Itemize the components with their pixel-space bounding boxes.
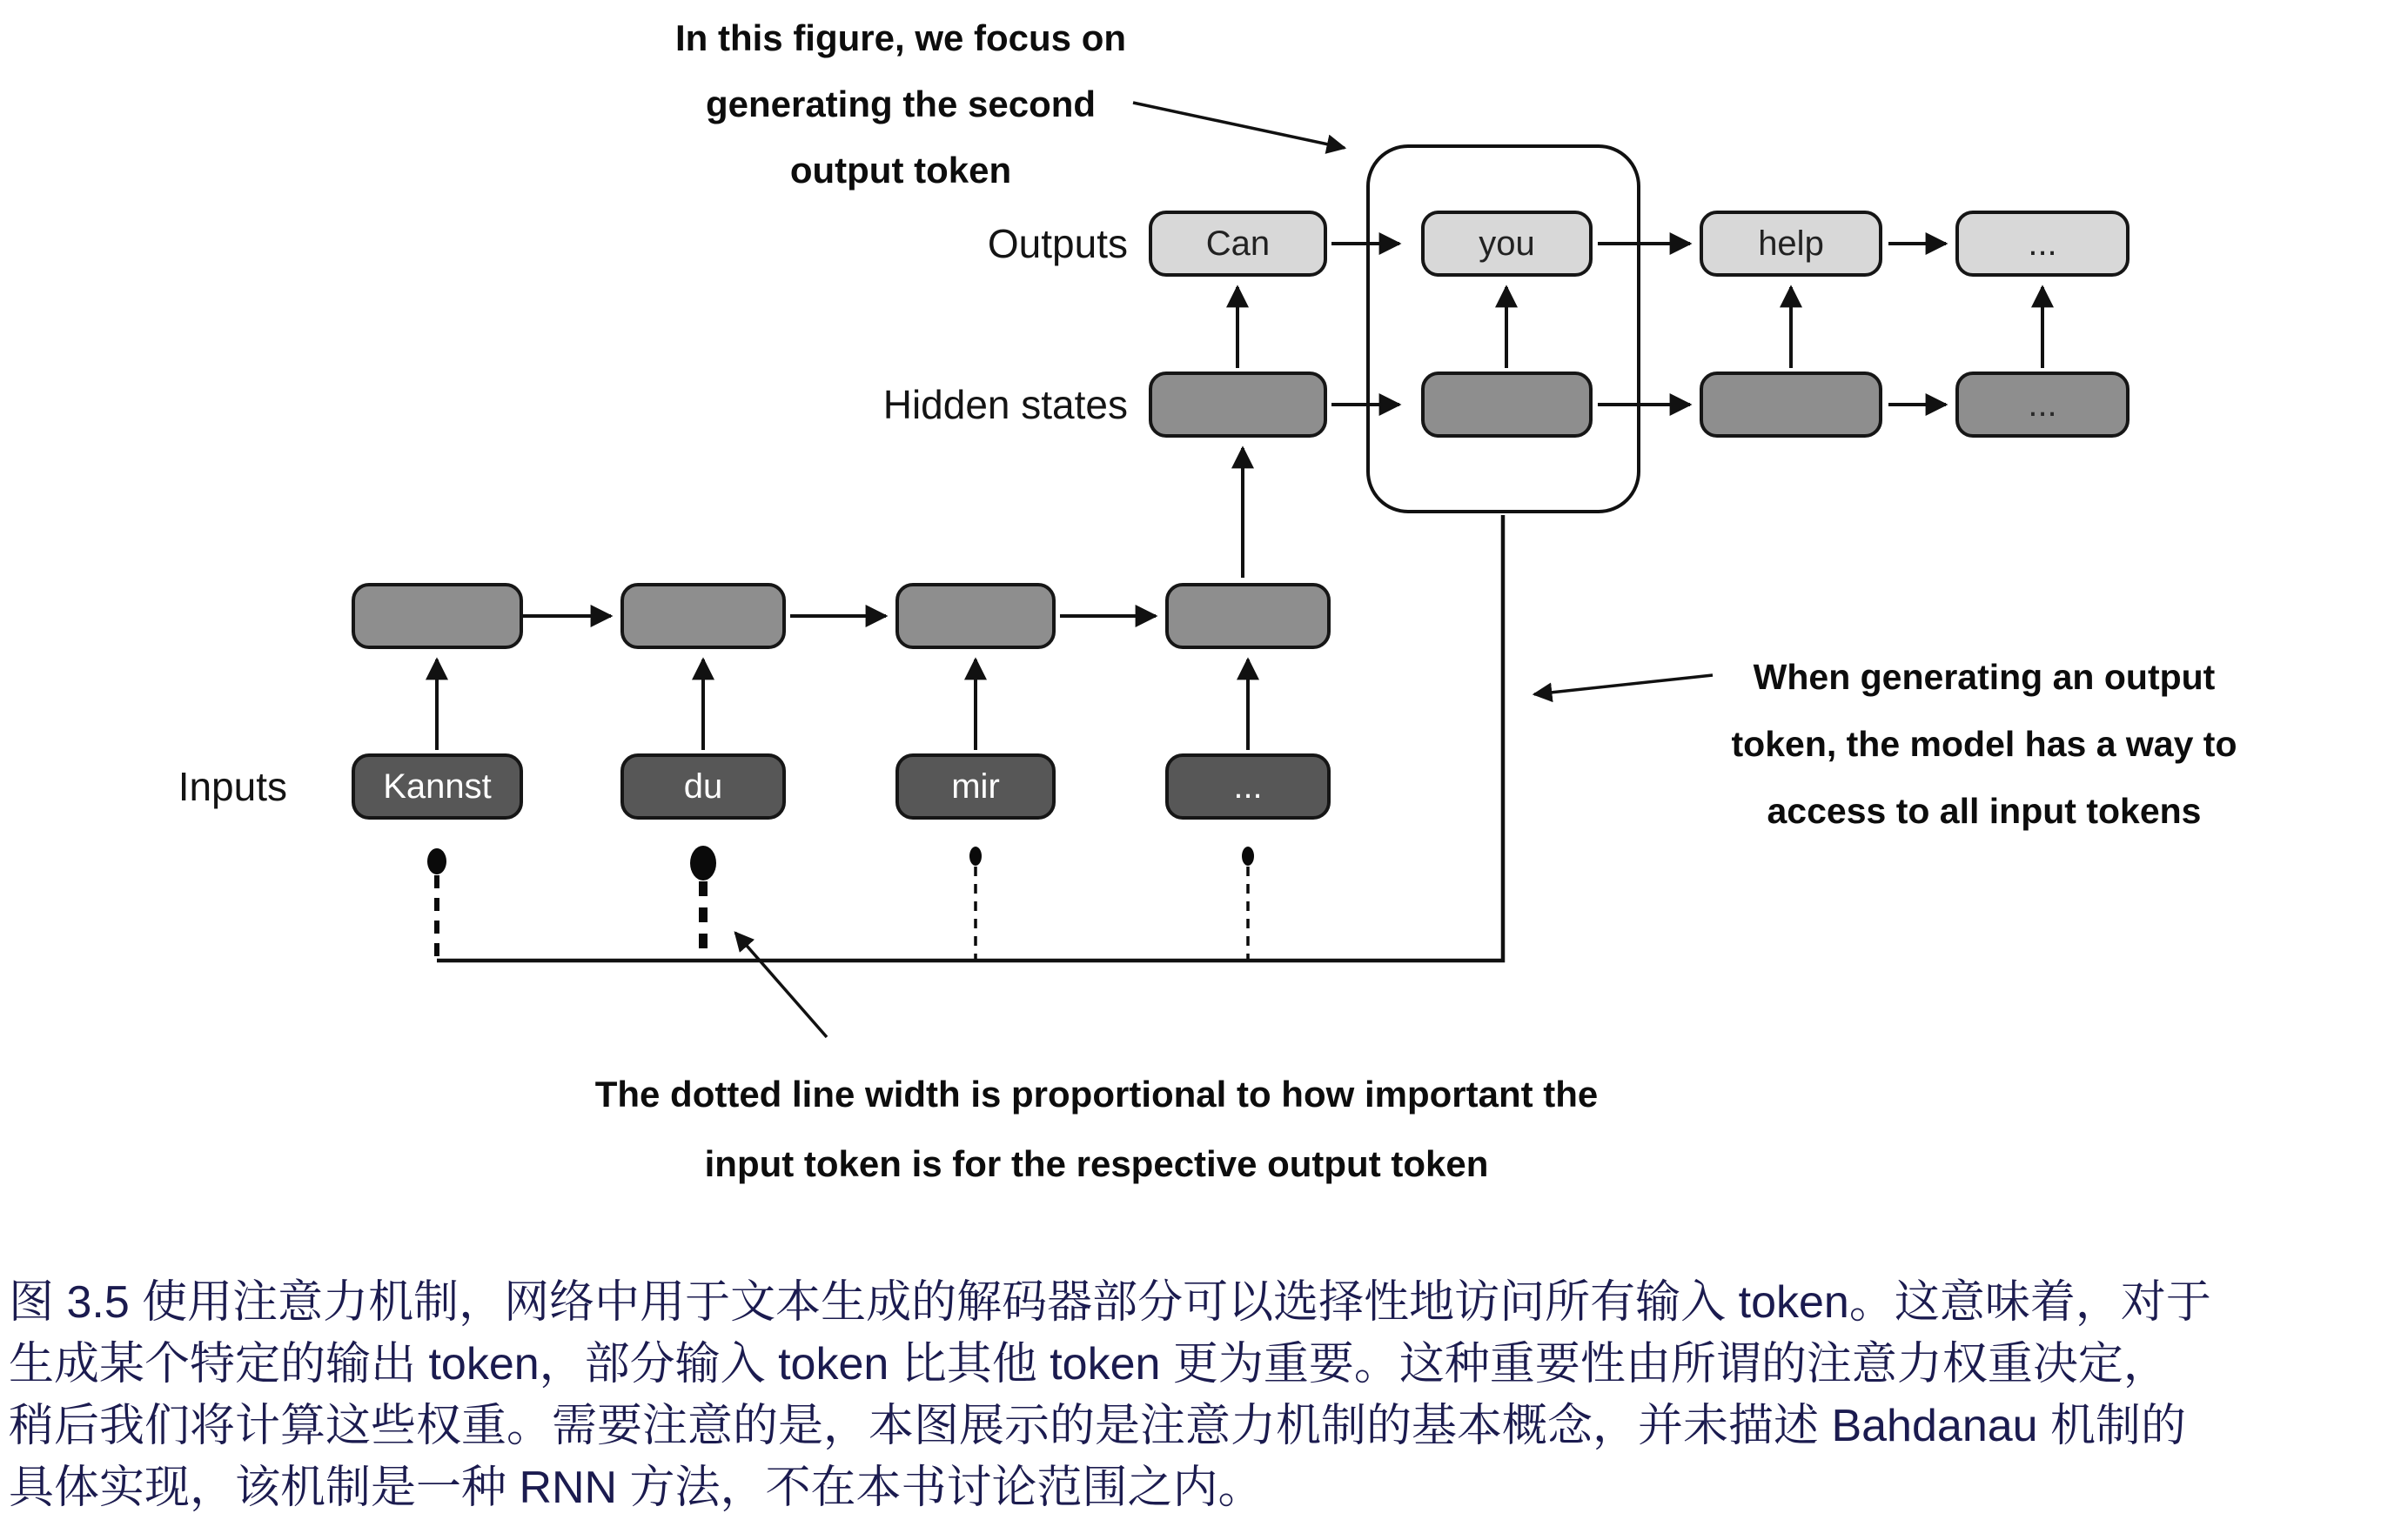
output-token-ellipsis: ... (1955, 211, 2129, 277)
caption-line-3: 稍后我们将计算这些权重。需要注意的是，本图展示的是注意力机制的基本概念，并未描述 Bahdanau 机制的 (9, 1401, 2187, 1451)
arrow-right-annotation (1534, 675, 1713, 694)
annotation-dotted-width-line2: input token is for the respective output token (704, 1143, 1489, 1184)
dot-du (690, 846, 716, 880)
encoder-box-2 (620, 583, 786, 649)
annotation-access-line1: When generating an output (1753, 657, 2216, 697)
annotation-focus-line3: output token (789, 150, 1012, 191)
attention-access-connector (437, 515, 1503, 961)
attention-dotted-lines (437, 867, 1248, 959)
caption-line-2: 生成某个特定的输出 token，部分输入 token 比其他 token 更为重要。这种重要性由所谓的注意力权重决定， (9, 1339, 2169, 1389)
dot-ellipsis (1242, 847, 1254, 866)
caption-line-1: 图 3.5 使用注意力机制，网络中用于文本生成的解码器部分可以选择性地访问所有输入 token。这意味着，对于 (9, 1277, 2211, 1328)
annotation-focus-line2: generating the second (705, 84, 1097, 124)
encoder-box-1 (352, 583, 523, 649)
output-token-help: help (1700, 211, 1882, 277)
outputs-label: Outputs (987, 221, 1128, 266)
decoder-hidden-3 (1700, 372, 1882, 438)
annotation-focus-line1: In this figure, we focus on (674, 17, 1127, 58)
arrow-bottom-annotation (735, 933, 827, 1037)
input-token-du: du (620, 753, 786, 820)
hidden-states-label: Hidden states (882, 382, 1128, 427)
dot-kannst (427, 848, 446, 874)
output-token-you: you (1421, 211, 1593, 277)
attention-dots (427, 846, 1254, 880)
annotation-access-line3: access to all input tokens (1767, 791, 2202, 831)
annotation-dotted-width-line1: The dotted line width is proportional to how important the (594, 1074, 1599, 1115)
annotation-access (1697, 644, 2271, 845)
decoder-hidden-2 (1421, 372, 1593, 438)
input-token-kannst: Kannst (352, 753, 523, 820)
decoder-hidden-4: ... (1955, 372, 2129, 438)
annotation-focus (618, 5, 1184, 204)
figure-caption (9, 1272, 2378, 1519)
inputs-label: Inputs (178, 764, 287, 809)
focus-highlight-box (1366, 144, 1640, 513)
output-token-can: Can (1149, 211, 1327, 277)
input-token-ellipsis: ... (1165, 753, 1331, 820)
dot-mir (969, 847, 982, 866)
encoder-box-3 (895, 583, 1056, 649)
annotation-access-line2: token, the model has a way to (1731, 724, 2237, 764)
annotation-dotted-width (531, 1060, 1662, 1199)
encoder-box-4 (1165, 583, 1331, 649)
decoder-hidden-1 (1149, 372, 1327, 438)
caption-line-4: 具体实现，该机制是一种 RNN 方法，不在本书讨论范围之内。 (9, 1463, 1264, 1513)
input-token-mir: mir (895, 753, 1056, 820)
